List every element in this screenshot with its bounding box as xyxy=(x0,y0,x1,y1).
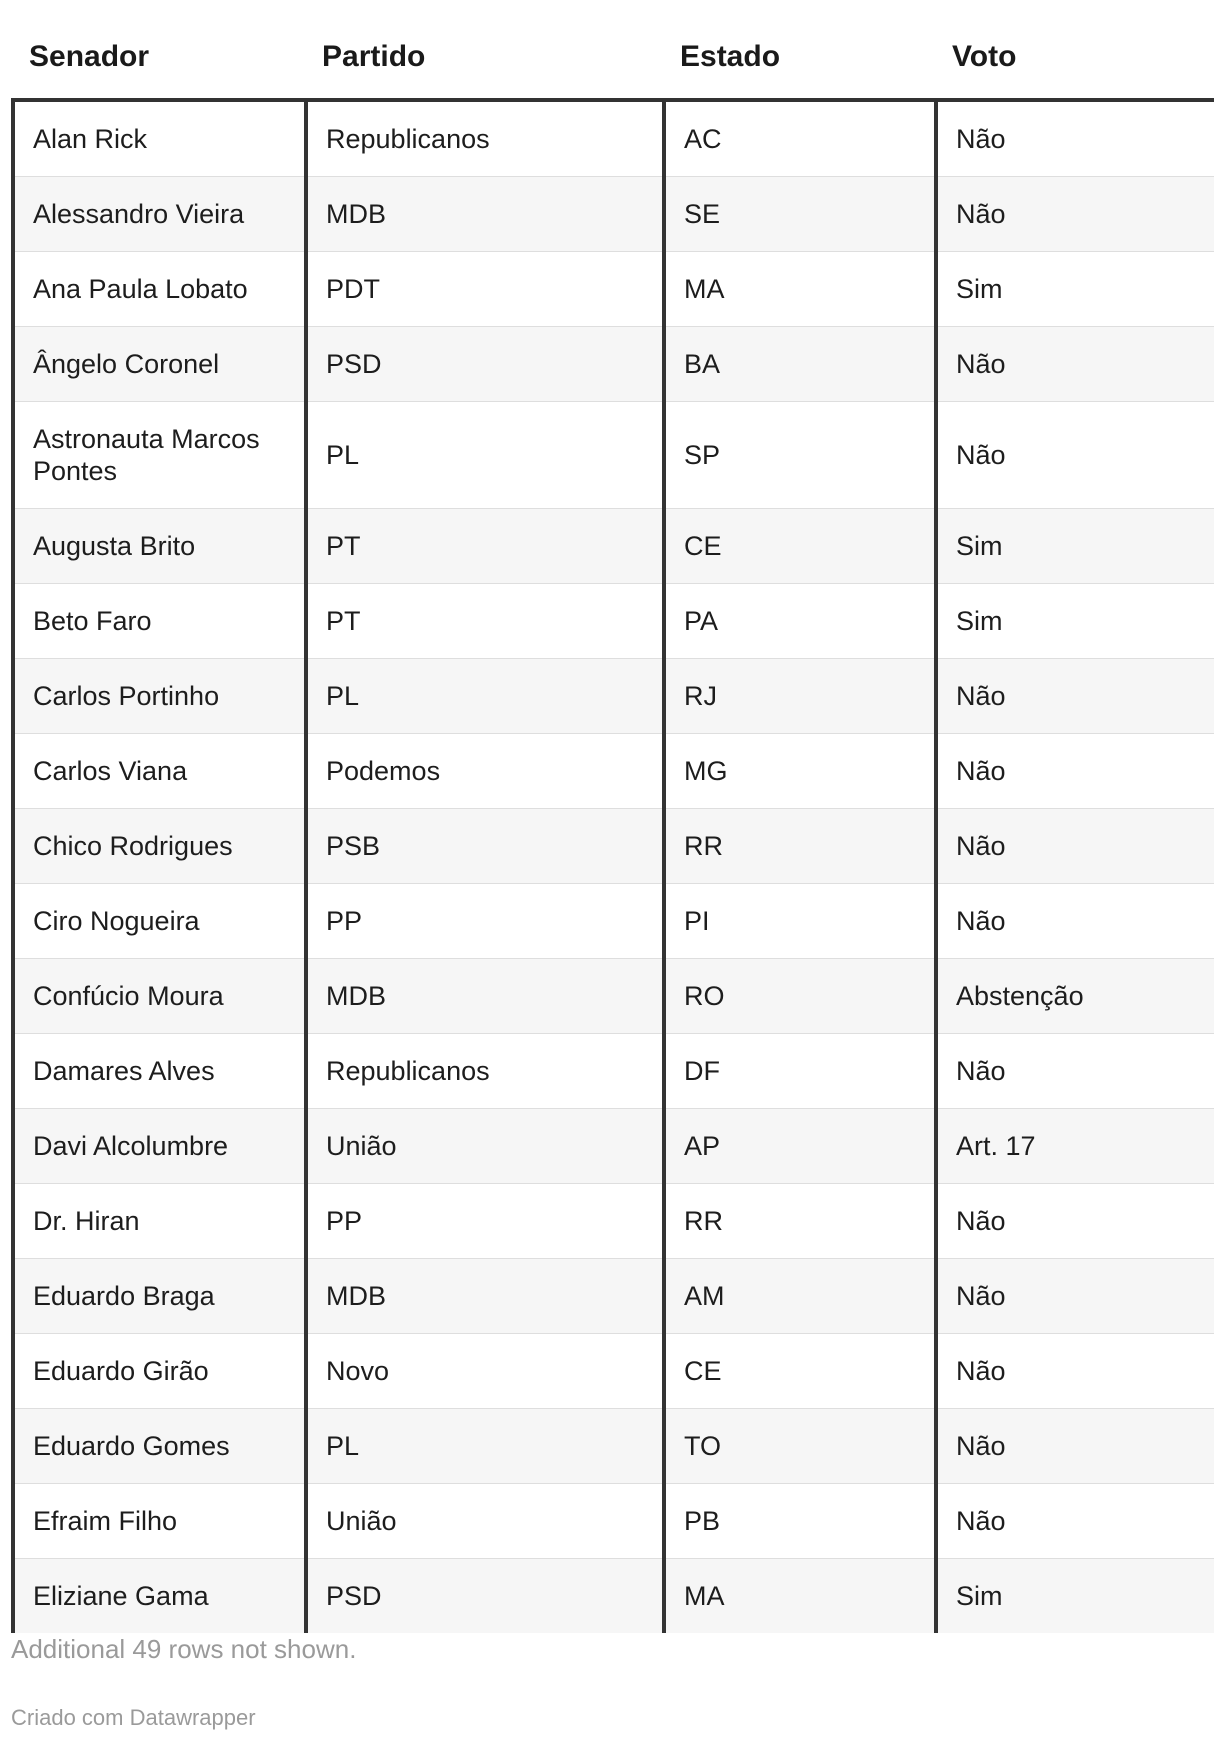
column-header-senador[interactable]: Senador xyxy=(13,40,306,100)
cell-partido: Republicanos xyxy=(306,100,664,177)
cell-voto: Sim xyxy=(936,509,1214,584)
cell-voto: Não xyxy=(936,659,1214,734)
cell-voto: Não xyxy=(936,1409,1214,1484)
cell-voto: Não xyxy=(936,1034,1214,1109)
cell-estado: SE xyxy=(664,177,936,252)
cell-senador: Confúcio Moura xyxy=(13,959,306,1034)
cell-voto: Sim xyxy=(936,1559,1214,1634)
cell-voto: Não xyxy=(936,1259,1214,1334)
cell-partido: PSD xyxy=(306,1559,664,1634)
cell-estado: SP xyxy=(664,402,936,509)
cell-senador: Eduardo Girão xyxy=(13,1334,306,1409)
table-row xyxy=(13,100,1214,177)
votes-table xyxy=(11,40,1214,1633)
cell-senador: Damares Alves xyxy=(13,1034,306,1109)
cell-estado: CE xyxy=(664,1334,936,1409)
cell-voto: Não xyxy=(936,327,1214,402)
cell-estado: AC xyxy=(664,100,936,177)
cell-senador: Carlos Portinho xyxy=(13,659,306,734)
cell-partido: União xyxy=(306,1109,664,1184)
more-rows-note: Additional 49 rows not shown. xyxy=(11,1634,357,1664)
table-row xyxy=(13,1184,1214,1259)
cell-voto: Sim xyxy=(936,252,1214,327)
cell-estado: RO xyxy=(664,959,936,1034)
cell-senador: Chico Rodrigues xyxy=(13,809,306,884)
cell-voto: Art. 17 xyxy=(936,1109,1214,1184)
table-row xyxy=(13,252,1214,327)
cell-estado: PA xyxy=(664,584,936,659)
cell-voto: Não xyxy=(936,177,1214,252)
cell-senador: Augusta Brito xyxy=(13,509,306,584)
cell-estado: RR xyxy=(664,1184,936,1259)
cell-partido: PSB xyxy=(306,809,664,884)
column-header-partido[interactable]: Partido xyxy=(306,40,664,100)
cell-partido: MDB xyxy=(306,959,664,1034)
cell-senador: Astronauta Marcos Pontes xyxy=(13,402,306,509)
table-row xyxy=(13,884,1214,959)
cell-partido: União xyxy=(306,1484,664,1559)
table-row xyxy=(13,1034,1214,1109)
cell-partido: PP xyxy=(306,884,664,959)
cell-estado: RR xyxy=(664,809,936,884)
table-row xyxy=(13,1559,1214,1634)
cell-partido: PL xyxy=(306,1409,664,1484)
cell-estado: CE xyxy=(664,509,936,584)
cell-partido: Republicanos xyxy=(306,1034,664,1109)
cell-voto: Não xyxy=(936,1484,1214,1559)
cell-estado: AP xyxy=(664,1109,936,1184)
cell-partido: MDB xyxy=(306,1259,664,1334)
cell-senador: Carlos Viana xyxy=(13,734,306,809)
table-header-row xyxy=(13,40,1214,100)
cell-estado: PB xyxy=(664,1484,936,1559)
cell-estado: TO xyxy=(664,1409,936,1484)
cell-partido: PL xyxy=(306,659,664,734)
table-row xyxy=(13,177,1214,252)
cell-senador: Alan Rick xyxy=(13,100,306,177)
table-row xyxy=(13,1484,1214,1559)
table-body xyxy=(13,100,1214,1633)
cell-senador: Beto Faro xyxy=(13,584,306,659)
cell-voto: Não xyxy=(936,402,1214,509)
cell-partido: PSD xyxy=(306,327,664,402)
cell-voto: Abstenção xyxy=(936,959,1214,1034)
cell-senador: Ana Paula Lobato xyxy=(13,252,306,327)
table-row xyxy=(13,1259,1214,1334)
cell-estado: AM xyxy=(664,1259,936,1334)
cell-senador: Eduardo Braga xyxy=(13,1259,306,1334)
cell-senador: Davi Alcolumbre xyxy=(13,1109,306,1184)
table-row xyxy=(13,809,1214,884)
cell-partido: Podemos xyxy=(306,734,664,809)
column-header-estado[interactable]: Estado xyxy=(664,40,936,100)
cell-voto: Não xyxy=(936,809,1214,884)
cell-senador: Ângelo Coronel xyxy=(13,327,306,402)
table-row xyxy=(13,1409,1214,1484)
table-row xyxy=(13,584,1214,659)
table-row xyxy=(13,659,1214,734)
cell-senador: Ciro Nogueira xyxy=(13,884,306,959)
cell-voto: Não xyxy=(936,884,1214,959)
cell-estado: RJ xyxy=(664,659,936,734)
cell-partido: PP xyxy=(306,1184,664,1259)
cell-estado: MA xyxy=(664,252,936,327)
cell-voto: Não xyxy=(936,100,1214,177)
cell-senador: Eduardo Gomes xyxy=(13,1409,306,1484)
cell-partido: PL xyxy=(306,402,664,509)
cell-voto: Não xyxy=(936,734,1214,809)
cell-partido: PDT xyxy=(306,252,664,327)
table-row xyxy=(13,1334,1214,1409)
cell-partido: MDB xyxy=(306,177,664,252)
cell-senador: Alessandro Vieira xyxy=(13,177,306,252)
table-row xyxy=(13,734,1214,809)
cell-senador: Dr. Hiran xyxy=(13,1184,306,1259)
cell-estado: DF xyxy=(664,1034,936,1109)
cell-estado: PI xyxy=(664,884,936,959)
table-row xyxy=(13,959,1214,1034)
table-row xyxy=(13,1109,1214,1184)
datawrapper-credit: Criado com Datawrapper xyxy=(11,1705,256,1730)
cell-voto: Não xyxy=(936,1334,1214,1409)
cell-estado: MG xyxy=(664,734,936,809)
cell-partido: PT xyxy=(306,584,664,659)
cell-voto: Não xyxy=(936,1184,1214,1259)
column-header-voto[interactable]: Voto xyxy=(936,40,1214,100)
table-row xyxy=(13,402,1214,509)
table-row xyxy=(13,509,1214,584)
cell-partido: PT xyxy=(306,509,664,584)
cell-senador: Eliziane Gama xyxy=(13,1559,306,1634)
cell-estado: MA xyxy=(664,1559,936,1634)
cell-estado: BA xyxy=(664,327,936,402)
cell-senador: Efraim Filho xyxy=(13,1484,306,1559)
table-row xyxy=(13,327,1214,402)
cell-partido: Novo xyxy=(306,1334,664,1409)
cell-voto: Sim xyxy=(936,584,1214,659)
votes-table-container xyxy=(11,40,1212,1633)
